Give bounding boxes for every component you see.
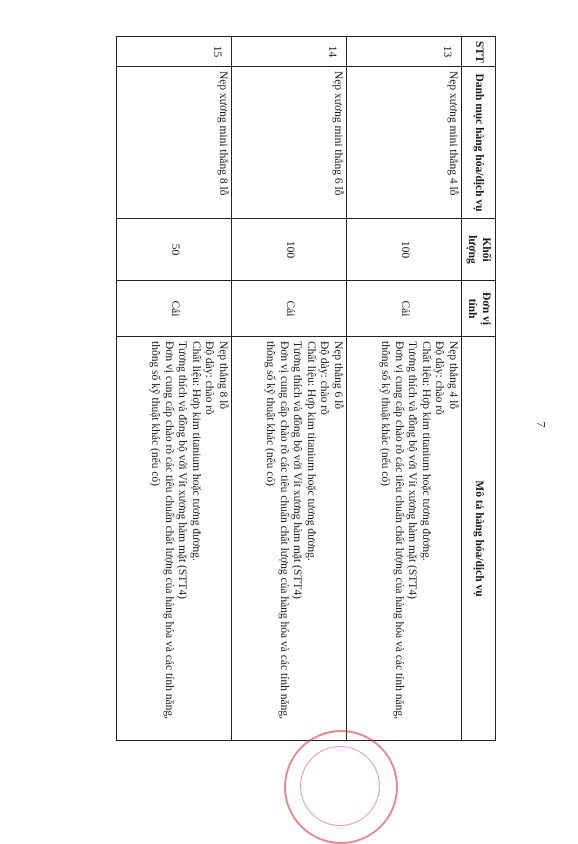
header-desc: Mô tả hàng hóa/dịch vụ xyxy=(462,337,496,741)
stamp-inner-ring xyxy=(300,746,380,826)
desc-line: Độ dày: chào rõ xyxy=(433,341,446,415)
desc-line: Chất liệu: Hợp kim titanium hoặc tương đương. xyxy=(189,341,202,561)
cell-name: Nẹp xương mini thẳng 6 lỗ xyxy=(232,67,347,219)
header-unit: Đơn vị tính xyxy=(462,281,496,337)
red-seal-stamp xyxy=(284,730,398,844)
desc-line: Nẹp thẳng 8 lỗ xyxy=(217,341,229,410)
cell-name: Nẹp xương mini thẳng 4 lỗ xyxy=(347,67,462,219)
cell-qty: 50 xyxy=(117,219,232,281)
desc-line: Tương thích và đồng bộ với Vít xương hàm mặt (STT4) xyxy=(291,341,304,599)
desc-line: Nẹp thẳng 4 lỗ xyxy=(447,341,459,410)
header-qty: Khối lượng xyxy=(462,219,496,281)
desc-line: Tương thích và đồng bộ với Vít xương hàm mặt (STT4) xyxy=(176,341,189,599)
cell-stt: 15 xyxy=(117,37,232,67)
page-number: 7 xyxy=(534,421,549,428)
cell-qty: 100 xyxy=(232,219,347,281)
desc-line: Nẹp thẳng 6 lỗ xyxy=(332,341,344,410)
cell-desc xyxy=(232,337,347,741)
cell-qty: 100 xyxy=(347,219,462,281)
table-row xyxy=(232,37,347,741)
desc-line: Độ dày: chào rõ xyxy=(203,341,216,415)
cell-desc xyxy=(347,337,462,741)
desc-line: Đơn vị cung cấp chào rõ các tiêu chuẩn chất lượng của hàng hóa và các tính năng, thông số kỹ thuật khác (nếu có) xyxy=(379,341,405,719)
desc-line: Độ dày: chào rõ xyxy=(318,341,331,415)
table-row xyxy=(347,37,462,741)
goods-table xyxy=(116,36,496,741)
desc-line: Đơn vị cung cấp chào rõ các tiêu chuẩn chất lượng của hàng hóa và các tính năng, thông số kỹ thuật khác (nếu có) xyxy=(149,341,175,719)
header-name: Danh mục hàng hóa/dịch vụ xyxy=(462,67,496,219)
cell-unit: Cái xyxy=(232,281,347,337)
cell-name: Nẹp xương mini thẳng 8 lỗ xyxy=(117,67,232,219)
desc-line: Chất liệu: Hợp kim titanium hoặc tương đương. xyxy=(419,341,432,561)
table-row xyxy=(117,37,232,741)
cell-unit: Cái xyxy=(347,281,462,337)
desc-line: Đơn vị cung cấp chào rõ các tiêu chuẩn chất lượng của hàng hóa và các tính năng, thông số kỹ thuật khác (nếu có) xyxy=(264,341,290,719)
desc-line: Chất liệu: Hợp kim titanium hoặc tương đương. xyxy=(304,341,317,561)
header-stt: STT xyxy=(462,37,496,67)
cell-unit: Cái xyxy=(117,281,232,337)
rotated-table-container xyxy=(116,36,496,740)
table-header-row xyxy=(462,37,496,741)
desc-line: Tương thích và đồng bộ với Vít xương hàm mặt (STT4) xyxy=(406,341,419,599)
cell-stt: 14 xyxy=(232,37,347,67)
cell-desc xyxy=(117,337,232,741)
cell-stt: 13 xyxy=(347,37,462,67)
